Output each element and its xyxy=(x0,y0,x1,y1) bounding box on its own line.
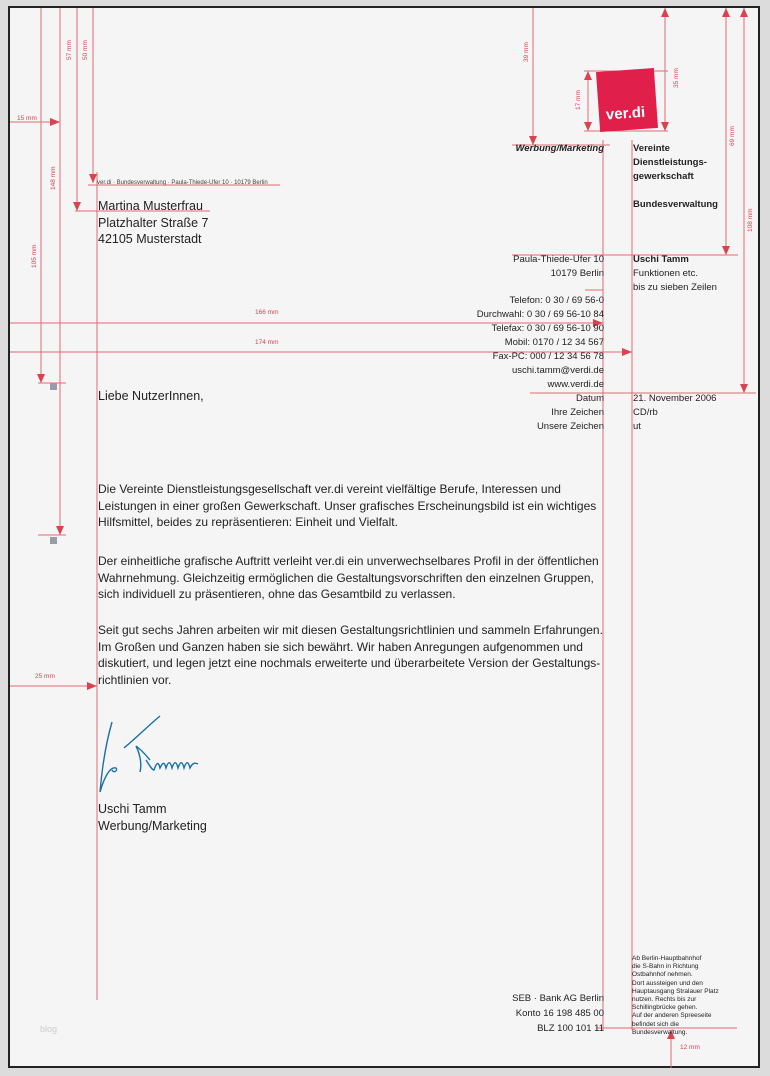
body-paragraph: Der einheitliche grafische Auftritt verleiht ver.di ein unverwechselbares Profil in der öffentlichen Wahrnehmung. Gleichzeitig ermöglichen die Gestaltungsvorschriften den einzelnen Gruppen, sich individuell zu präsentieren, ohne das Gesamtbild zu verlassen. xyxy=(98,554,599,601)
measure-label: 166 mm xyxy=(255,309,279,316)
measure-label: 148 mm xyxy=(50,166,57,190)
measure-label: 69 mm xyxy=(729,126,736,146)
marker-square xyxy=(50,383,57,390)
contact-person: Uschi Tamm Funktionen etc. bis zu sieben Zeilen xyxy=(633,254,717,293)
marker-square xyxy=(50,537,57,544)
watermark: blog xyxy=(40,1024,58,1034)
organization: Vereinte Dienstleistungs- gewerkschaft Bundesverwaltung xyxy=(633,143,718,210)
measure-label: 105 mm xyxy=(31,244,38,268)
signature-block: Uschi Tamm Werbung/Marketing xyxy=(98,802,207,833)
measure-label: 12 mm xyxy=(680,1044,700,1051)
contact-details: Telefon: 0 30 / 69 56-0 Durchwahl: 0 30 / 69 56-10 84 Telefax: 0 30 / 69 56-10 90 Mobil: 0170 / 12 34 567 Fax-PC: 000 / 12 34 56 78 uschi.tamm@verdi.de www.verdi.de xyxy=(476,295,604,390)
recipient-address: Martina Musterfrau Platzhalter Straße 7 42105 Musterstadt xyxy=(98,199,209,246)
measure-label: 25 mm xyxy=(35,673,55,680)
body-paragraph: Seit gut sechs Jahren arbeiten wir mit diesen Gestaltungsrichtlinien und sammeln Erfahrungen. Im Großen und Ganzen haben sie sich bewährt. Wir haben Anregungen aufgenommen und diskutiert, und legen jetzt eine nochmals erweiterte und überarbeitete Version der Gestaltungs- richtlinien vor. xyxy=(98,623,603,687)
bank-details: SEB · Bank AG Berlin Konto 16 198 485 00 BLZ 100 101 11 xyxy=(512,993,604,1034)
website-link[interactable]: www.verdi.de xyxy=(547,379,604,390)
verdi-logo: ver.di xyxy=(596,68,658,132)
measure-label: 50 mm xyxy=(82,40,89,60)
salutation: Liebe NutzerInnen, xyxy=(98,389,204,403)
measure-label: 39 mm xyxy=(523,42,530,62)
directions-text: Ab Berlin-Hauptbahnhof die S-Bahn in Richtung Ostbahnhof nehmen. Dort aussteigen und den Hauptausgang Stralauer Platz nutzen. Rechts bis zur Schillingbrücke gehen. Auf der anderen Spreeseite befindet sich die Bundesverwaltung. xyxy=(632,955,719,1036)
postal-address: Paula-Thiede-Ufer 10 10179 Berlin xyxy=(513,254,604,279)
reference-values: 21. November 2006 CD/rb ut xyxy=(633,393,717,432)
measure-label: 35 mm xyxy=(673,68,680,88)
email-link[interactable]: uschi.tamm@verdi.de xyxy=(511,365,604,376)
measure-label: 17 mm xyxy=(575,90,582,110)
measure-label: 57 mm xyxy=(66,40,73,60)
measure-label: 108 mm xyxy=(747,208,754,232)
reference-labels: Datum Ihre Zeichen Unsere Zeichen xyxy=(536,393,604,432)
department: Werbung/Marketing xyxy=(515,143,604,154)
measure-label: 15 mm xyxy=(17,115,37,122)
measure-label: 174 mm xyxy=(255,339,279,346)
handwritten-signature xyxy=(96,708,206,798)
body-paragraph: Die Vereinte Dienstleistungsgesellschaft ver.di vereint vielfältige Berufe, Interessen und Leistungen in einer großen Gewerkschaft. Unser grafisches Erscheinungsbild ist ein wichtiges Hilfsmittel, beides zu repräsentieren: Einheit und Vielfalt. xyxy=(98,482,597,529)
sender-line: ver.di · Bundesverwaltung · Paula-Thiede-Ufer 10 · 10179 Berlin xyxy=(97,180,268,186)
